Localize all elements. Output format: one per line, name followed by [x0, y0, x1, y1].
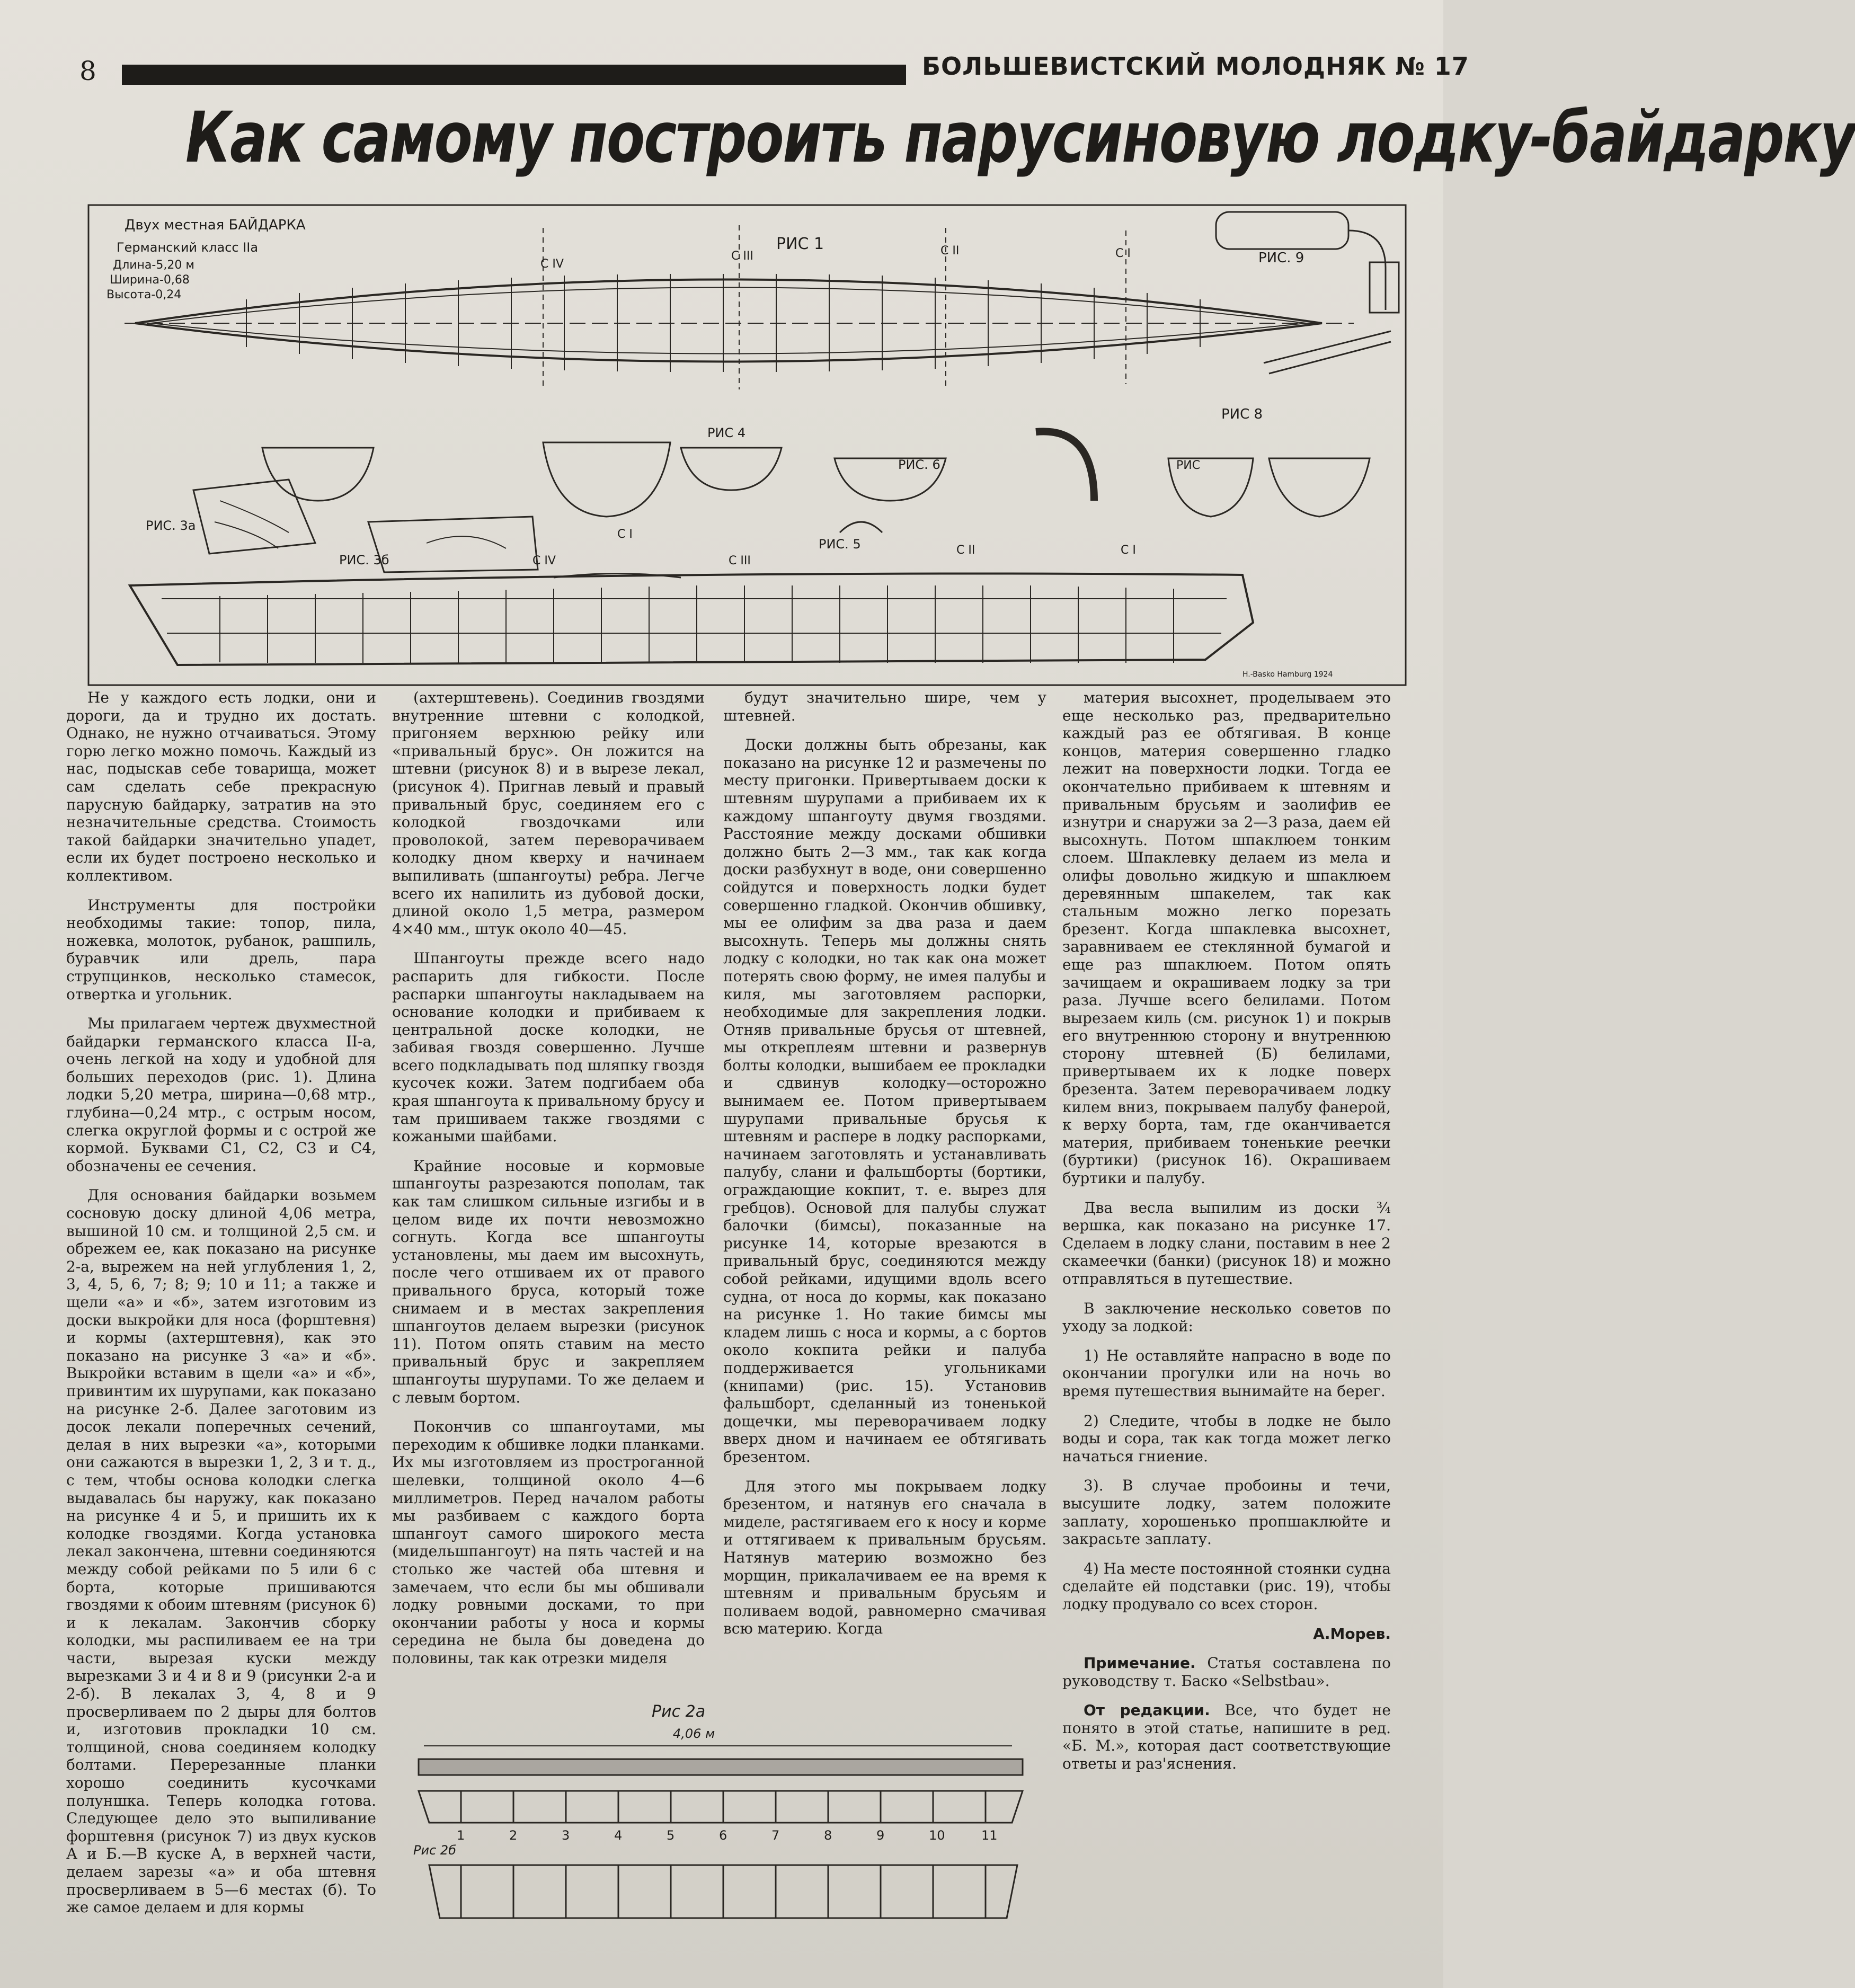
fig5-label: РИС. 5	[819, 537, 861, 552]
fig9-drawing	[1216, 212, 1399, 313]
paragraph: 3). В случае пробоины и течи, высушите лодку, затем положите заплату, хорошенько пропшаклюйте и закрасьте заплату.	[1062, 1477, 1391, 1548]
author-signature: А.Морев.	[1313, 1625, 1391, 1643]
hull-side-view	[130, 574, 1253, 665]
paragraph: (ахтерштевень). Соединив гвоздями внутренние штевни с колодкой, пригоняем верхнюю рейку или «привальный брус». Он ложится на штевни (рисунок 8) и в вырезе лекал, (рисунок 4). Пригнав левый и правый привальный брус, соединяем его с колодкой гвоздочками или проволокой, затем переворачиваем колодку дном кверху и начинаем выпиливать (шпангоуты) ребра. Легче всего их напилить из дубовой доски, длиной около 1,5 метра, размером 4×40 мм., штук около 40—45.	[392, 689, 705, 938]
paragraph: Мы прилагаем чертеж двухместной байдарки германского класса II-а, очень легкой на ходу и удобной для больших переходов (рис. 1). Длина лодки 5,20 метра, ширина—0,68 мтр., глубина—0,24 мтр., с острым носом, слегка округлой формы и с острой же кормой. Буквами С1, С2, С3 и С4, обозначены ее сечения.	[66, 1015, 376, 1175]
page-number: 8	[79, 56, 96, 86]
column-2	[392, 689, 705, 1679]
paragraph: 4) На месте постоянной стоянки судна сделайте ей подставки (рис. 19), чтобы лодку продувало со всех сторон.	[1062, 1559, 1391, 1613]
blueprint-credit: H.-Basko Hamburg 1924	[1242, 670, 1333, 679]
side-label-c4: С IV	[532, 554, 556, 567]
side-ribs	[220, 585, 1174, 663]
fig8-drawing	[1264, 331, 1391, 374]
station-number: 5	[667, 1828, 675, 1843]
svg-text:Германский класс IIа: Германский класс IIа	[117, 240, 259, 255]
fig9-label: РИС. 9	[1258, 250, 1304, 266]
fig3a-label: РИС. 3а	[146, 518, 196, 533]
svg-text:Двух местная БАЙДАРКА: Двух местная БАЙДАРКА	[125, 217, 306, 233]
station-number: 9	[876, 1828, 885, 1843]
keel-plank-side	[419, 1791, 1023, 1823]
fig2a-label: Рис 2а	[652, 1702, 706, 1721]
paragraph: материя высохнет, проделываем это еще несколько раз, предварительно каждый раз ее обтягивая. В конце концов, материя совершенно гладко лежит на поверхности лодки. Тогда ее окончательно прибиваем к штевням и привальным брусьям и заолифив ее изнутри и снаружи за 2—3 раза, даем ей высохнуть. Потом шпаклюем тонким слоем. Шпаклевку делаем из мела и олифы довольно жидкую и шпаклюем деревянным шпакелем, так как стальным можно легко порезать брезент. Когда шпаклевка высохнет, заравниваем ее стеклянной бумагой и еще раз шпаклюем. Потом опять зачищаем и окрашиваем лодку за три раза. Лучше всего белилами. Потом вырезаем киль (см. рисунок 1) и покрыв его внутреннюю сторону и внутреннюю сторону штевней (Б) белилами, привертываем их к лодке поверх брезента. Затем переворачиваем лодку килем вниз, покрываем палубу фанерой, к верху борта, там, где оканчивается материя, прибиваем тоненькие реечки (буртики) (рисунок 16). Окрашиваем буртики и палубу.	[1062, 689, 1391, 1187]
editor-note	[1062, 1701, 1391, 1772]
station-number: 11	[981, 1828, 998, 1843]
section-label-c3: С III	[731, 250, 753, 263]
station-number: 1	[457, 1828, 465, 1843]
fig2-marks	[457, 1791, 998, 1918]
note-label: Примечание.	[1084, 1654, 1196, 1672]
section-label-c1-cross: С I	[617, 528, 633, 541]
paragraph: Шпангоуты прежде всего надо распарить для гибкости. После распарки шпангоуты накладываем на основание колодки и прибиваем к центральной доске колодки, не забивая гвоздя совершенно. Лучше всего подкладывать под шляпку гвоздя кусочек кожи. Затем подгибаем оба края шпангоута к привальному брусу и там пришиваем также гвоздями с кожаными шайбами.	[392, 949, 705, 1146]
masthead-rule	[122, 65, 906, 85]
station-number: 2	[509, 1828, 518, 1843]
svg-text:Длина-5,20 м: Длина-5,20 м	[113, 259, 194, 272]
paragraph: 2) Следите, чтобы в лодке не было воды и сора, так как тогда может легко начаться гниение.	[1062, 1412, 1391, 1465]
side-label-c2: С II	[956, 544, 975, 557]
fig8-label: РИС 8	[1221, 406, 1263, 422]
hull-ribs	[246, 225, 1200, 389]
section-label-c4: С IV	[540, 258, 564, 271]
note	[1062, 1654, 1391, 1690]
fig6-label: РИС. 6	[898, 457, 940, 472]
paragraph: Для основания байдарки возьмем сосновую доску длиной 4,06 метра, вышиной 10 см. и толщиной 2,5 см. и обрежем ее, как показано на рисунке 2-а, вырежем на ней углубления 1, 2, 3, 4, 5, 6, 7; 8; 9; 10 и 11; а также и щели «а» и «б», затем изготовим из доски выкройки для носа (форштевня) и кормы (ахтерштевня), как это показано на рисунке 3 «а» и «б». Выкройки вставим в щели «а» и «б», привинтим их шурупами, как показано на рисунке 2-б. Далее заготовим из досок лекали поперечных сечений, делая в них вырезки «а», которыми они сажаются в вырезки 1, 2, 3 и т. д., с тем, чтобы основа колодки слегка выдавалась бы наружу, как показано на рисунке 4 и 5, и пришить их к колодке гвоздями. Когда установка лекал закончена, штевни соединяются между собой рейками по 5 или 6 с борта, которые пришиваются гвоздями к обоим штевням (рисунок 6) и к лекалам. Закончив сборку колодки, мы распиливаем ее на три части, вырезая куски между вырезками 3 и 4 и 8 и 9 (рисунки 2-а и 2-б). В лекалах 3, 4, 8 и 9 просверливаем по 2 дыры для болтов и, изготовив прокладки 10 см. толщиной, снова соединяем колодку болтами. Перерезанные планки хорошо соединить кусочками полуншка. Теперь колодка готова. Следующее дело это выпиливание форштевня (рисунок 7) из двух кусков А и Б.—В куске А, в верхней части, делаем зарезы «а» и оба штевня просверливаем в 5—6 местах (б). То же самое делаем и для кормы	[66, 1186, 376, 1916]
paragraph: 1) Не оставляйте напрасно в воде по окончании прогулки или на ночь во время путешествия вынимайте на берег.	[1062, 1346, 1391, 1400]
station-number: 8	[824, 1828, 832, 1843]
svg-text:Ширина-0,68: Ширина-0,68	[110, 273, 190, 287]
station-number: 4	[614, 1828, 623, 1843]
blueprint-title	[106, 216, 306, 301]
paragraph: Крайние носовые и кормовые шпангоуты разрезаются пополам, так как там слишком сильные изгибы и в целом виде их почти невозможно согнуть. Когда все шпангоуты установлены, мы даем им высохнуть, после чего отшиваем их от правого привального бруса, который тоже снимаем и в местах закрепления шпангоутов делаем вырезки (рисунок 11). Потом опять ставим на место привальный брус и закрепляем шпангоуты шурупами. То же делаем и с левым бортом.	[392, 1157, 705, 1406]
editor-label: От редакции.	[1084, 1701, 1210, 1719]
fig1-label: РИС 1	[776, 235, 824, 253]
station-number: 3	[562, 1828, 570, 1843]
fig3a-drawing	[193, 480, 315, 554]
fig2-length: 4,06 м	[673, 1726, 715, 1741]
paragraph: Покончив со шпангоутами, мы переходим к обшивке лодки планками. Их мы изготовляем из простроганной шелевки, толщиной около 4—6 миллиметров. Перед началом работы мы разбиваем с каждого борта шпангоут самого широкого места (мидельшпангоут) на пять частей и на столько же частей оба штевня и замечаем, что если бы мы обшивали лодку ровными досками, то при окончании работы у носа и кормы середина не была бы доведена до половины, так как отрезки миделя	[392, 1418, 705, 1667]
stem-drawing	[1036, 431, 1094, 501]
cross-sections	[262, 442, 1370, 532]
svg-text:Высота-0,24: Высота-0,24	[106, 288, 182, 301]
paragraph: Инструменты для постройки необходимы такие: топор, пила, ножевка, молоток, рубанок, рашпиль, буравчик или дрель, пара струпцинков, несколько стамесок, отвертка и угольник.	[66, 896, 376, 1003]
side-label-c1: С I	[1121, 544, 1136, 557]
station-number: 10	[929, 1828, 945, 1843]
side-label-c3: С III	[729, 554, 751, 567]
column-1	[66, 689, 376, 1928]
column-4	[1062, 689, 1391, 1785]
section-label-c2: С II	[940, 244, 960, 258]
fig4-label: РИС 4	[707, 425, 746, 440]
column-3	[723, 689, 1046, 1649]
paragraph: Два весла выпилим из доски ¾ вершка, как показано на рисунке 17. Сделаем в лодку слани, поставим в нее 2 скамеечки (банки) (рисунок 18) и можно отправляться в путешествие.	[1062, 1199, 1391, 1288]
station-number: 7	[771, 1828, 780, 1843]
station-number: 6	[719, 1828, 727, 1843]
paragraph: В заключение несколько советов по уходу за лодкой:	[1062, 1299, 1391, 1335]
paragraph: Доски должны быть обрезаны, как показано на рисунке 12 и размечены по месту пригонки. Привертываем доски к штевням шурупами а прибиваем их к каждому шпангоуту двумя гвоздями. Расстояние между досками обшивки должно быть 2—3 мм., так как когда доски разбухнут в воде, они совершенно сойдутся и поверхность лодки будет совершенно гладкой. Окончив обшивку, мы ее олифим за два раза и даем высохнуть. Теперь мы должны снять лодку с колодки, но так как она может потерять свою форму, не имея палубы и киля, мы заготовляем распорки, необходимые для закрепления лодки. Отняв привальные брусья от штевней, мы откреплеям штевни и развернув болты колодки, вышибаем ее прокладки и сдвинув колодку—осторожно вынимаем ее. Потом привертываем шурупами привальные брусья к штевням и распере в лодку распорками, начинаем заготовлять и устанавливать палубу, слани и фальшборты (бортики, ограждающие кокпит, т. е. вырез для гребцов). Основой для палубы служат балочки (бимсы), показанные на рисунке 14, которые врезаются в привальный брус, соединяются между собой рейками, идущими вдоль всего судна, от носа до кормы, как показано на рисунке 1. Но такие бимсы мы кладем лишь с носа и кормы, а с бортов около кокпита рейки и палуба поддерживается угольниками (книпами) (рис. 15). Установив фальшборт, сделанный из тоненькой дощечки, мы переворачиваем лодку вверх дном и начинаем ее обтягивать брезентом.	[723, 736, 1046, 1466]
boat-blueprint	[87, 204, 1407, 686]
figure-2-keel	[403, 1696, 1039, 1929]
fig3b-label: РИС. 3б	[339, 553, 389, 567]
masthead: БОЛЬШЕВИСТСКИЙ МОЛОДНЯК № 17	[922, 52, 1469, 81]
blueprint-frame	[88, 205, 1406, 685]
paragraph: будут значительно шире, чем у штевней.	[723, 689, 1046, 724]
paragraph: Для этого мы покрываем лодку брезентом, и натянув его сначала в миделе, растягиваем его к носу и корме и оттягиваем к привальным брусьям. Натянув материю возможно без морщин, прикалачиваем ее на время к штевням и привальным брусьям и поливаем водой, равномерно смачивая всю материю. Когда	[723, 1477, 1046, 1638]
fig2b-label: Рис 2б	[413, 1843, 456, 1858]
fig3b-drawing	[368, 517, 538, 572]
section-label-c1: С I	[1115, 247, 1131, 260]
editor-text: Все, что будет не понято в этой статье, напишите в ред. «Б. М.», которая даст соответствующие ответы и раз'яснения.	[1062, 1701, 1391, 1773]
headline: Как самому построить парусиновую лодку-байдарку	[185, 97, 1855, 179]
note-text: Статья составлена по руководству т. Баско «Selbstbau».	[1062, 1654, 1391, 1690]
fig-small-label: РИС	[1176, 459, 1201, 472]
paragraph: Не у каждого есть лодки, они и дороги, да и трудно их достать. Однако, не нужно отчаиваться. Этому горю легко можно помочь. Каждый из нас, подыскав себе товарища, может сам сделать себе прекрасную парусную байдарку, затратив на это незначительные средства. Стоимость такой байдарки значительно упадет, если их будет построено несколько и коллективом.	[66, 689, 376, 884]
